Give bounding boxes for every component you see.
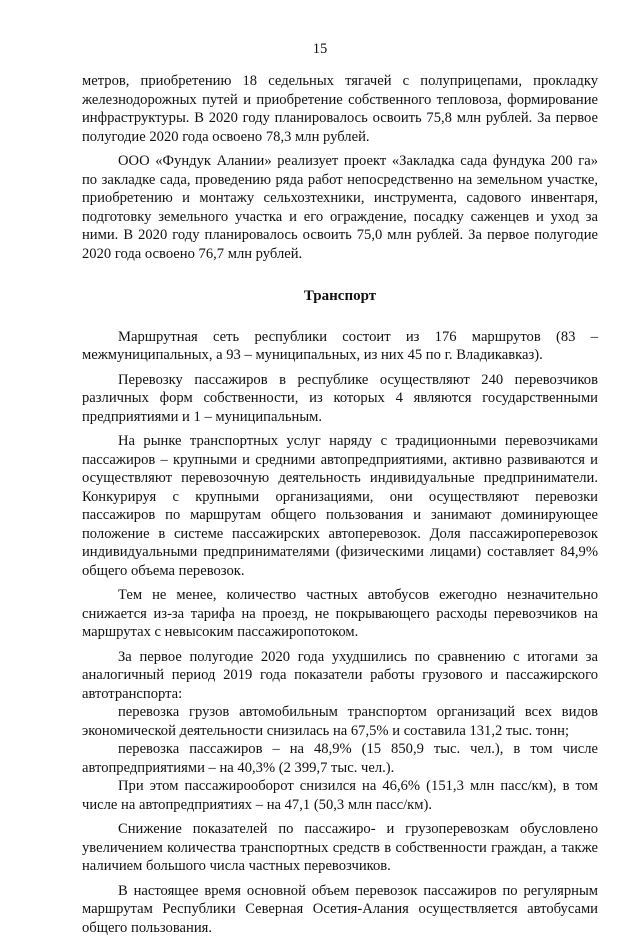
paragraph-private-buses: Тем не менее, количество частных автобусов ежегодно незначительно снижается из-за тарифа на проезд, не покрывающего расходы перевозчиков на маршрутах с невысоким пассажиропотоком. [82, 586, 598, 642]
paragraph-passenger-turnover: При этом пассажирооборот снизился на 46,6% (151,3 млн пасс/км), в том числе на автопредприятиях – на 47,1 (50,3 млн пасс/км). [82, 777, 598, 814]
paragraph-cargo-transport: перевозка грузов автомобильным транспортом организаций всех видов экономической деятельности снизилась на 67,5% и составила 131,2 тыс. тонн; [82, 703, 598, 740]
paragraph-continuation: метров, приобретению 18 седельных тягачей с полуприцепами, прокладку железнодорожных путей и приобретение собственного тепловоза, формирование инфраструктуры. В 2020 году планировалось освоить 75,8 млн рублей. За первое полугодие 2020 года освоено 78,3 млн рублей. [82, 72, 598, 146]
paragraph-transport-market: На рынке транспортных услуг наряду с традиционными перевозчиками пассажиров – крупными и средними автопредприятиями, активно развиваются и осуществляют перевозочную деятельность индивидуальные предприниматели. Конкурируя с крупными организациями, они осуществляют перевозки пассажиров по маршрутам общего пользования и занимают доминирующее положение в системе пассажирских автоперевозок. Доля пассажироперевозок индивидуальными предпринимателями (физическими лицами) составляет 84,9% общего объема перевозок. [82, 432, 598, 580]
page-number: 15 [0, 40, 640, 59]
paragraph-decline-reasons: Снижение показателей по пассажиро- и грузоперевозкам обусловлено увеличением количества транспортных средств в собственности граждан, а также наличием большого числа частных перевозчиков. [82, 820, 598, 876]
paragraph-half-year-results: За первое полугодие 2020 года ухудшились по сравнению с итогами за аналогичный период 2019 года показатели работы грузового и пассажирского автотранспорта: [82, 648, 598, 704]
paragraph-route-network: Маршрутная сеть республики состоит из 176 маршрутов (83 – межмуниципальных, а 93 – муниципальных, из них 45 по г. Владикавказ). [82, 328, 598, 365]
paragraph-fundук-project: ООО «Фундук Алании» реализует проект «Закладка сада фундука 200 га» по закладке сада, проведению ряда работ непосредственно на земельном участке, приобретению и монтажу сельхозтехники, инструмента, садового инвентаря, подготовку земельного участка и его ограждение, посадку саженцев и уход за ними. В 2020 году планировалось освоить 75,0 млн рублей. За первое полугодие 2020 года освоено 76,7 млн рублей. [82, 152, 598, 263]
paragraph-regular-routes: В настоящее время основной объем перевозок пассажиров по регулярным маршрутам Республики Северная Осетия-Алания осуществляется автобусами общего пользования. [82, 882, 598, 937]
section-heading-transport: Транспорт [82, 287, 598, 306]
paragraph-passenger-transport: перевозка пассажиров – на 48,9% (15 850,9 тыс. чел.), в том числе автопредприятиями – на 40,3% (2 399,7 тыс. чел.). [82, 740, 598, 777]
paragraph-carriers: Перевозку пассажиров в республике осуществляют 240 перевозчиков различных форм собственности, из которых 4 являются государственными предприятиями и 1 – муниципальным. [82, 371, 598, 427]
page-body [82, 72, 598, 937]
